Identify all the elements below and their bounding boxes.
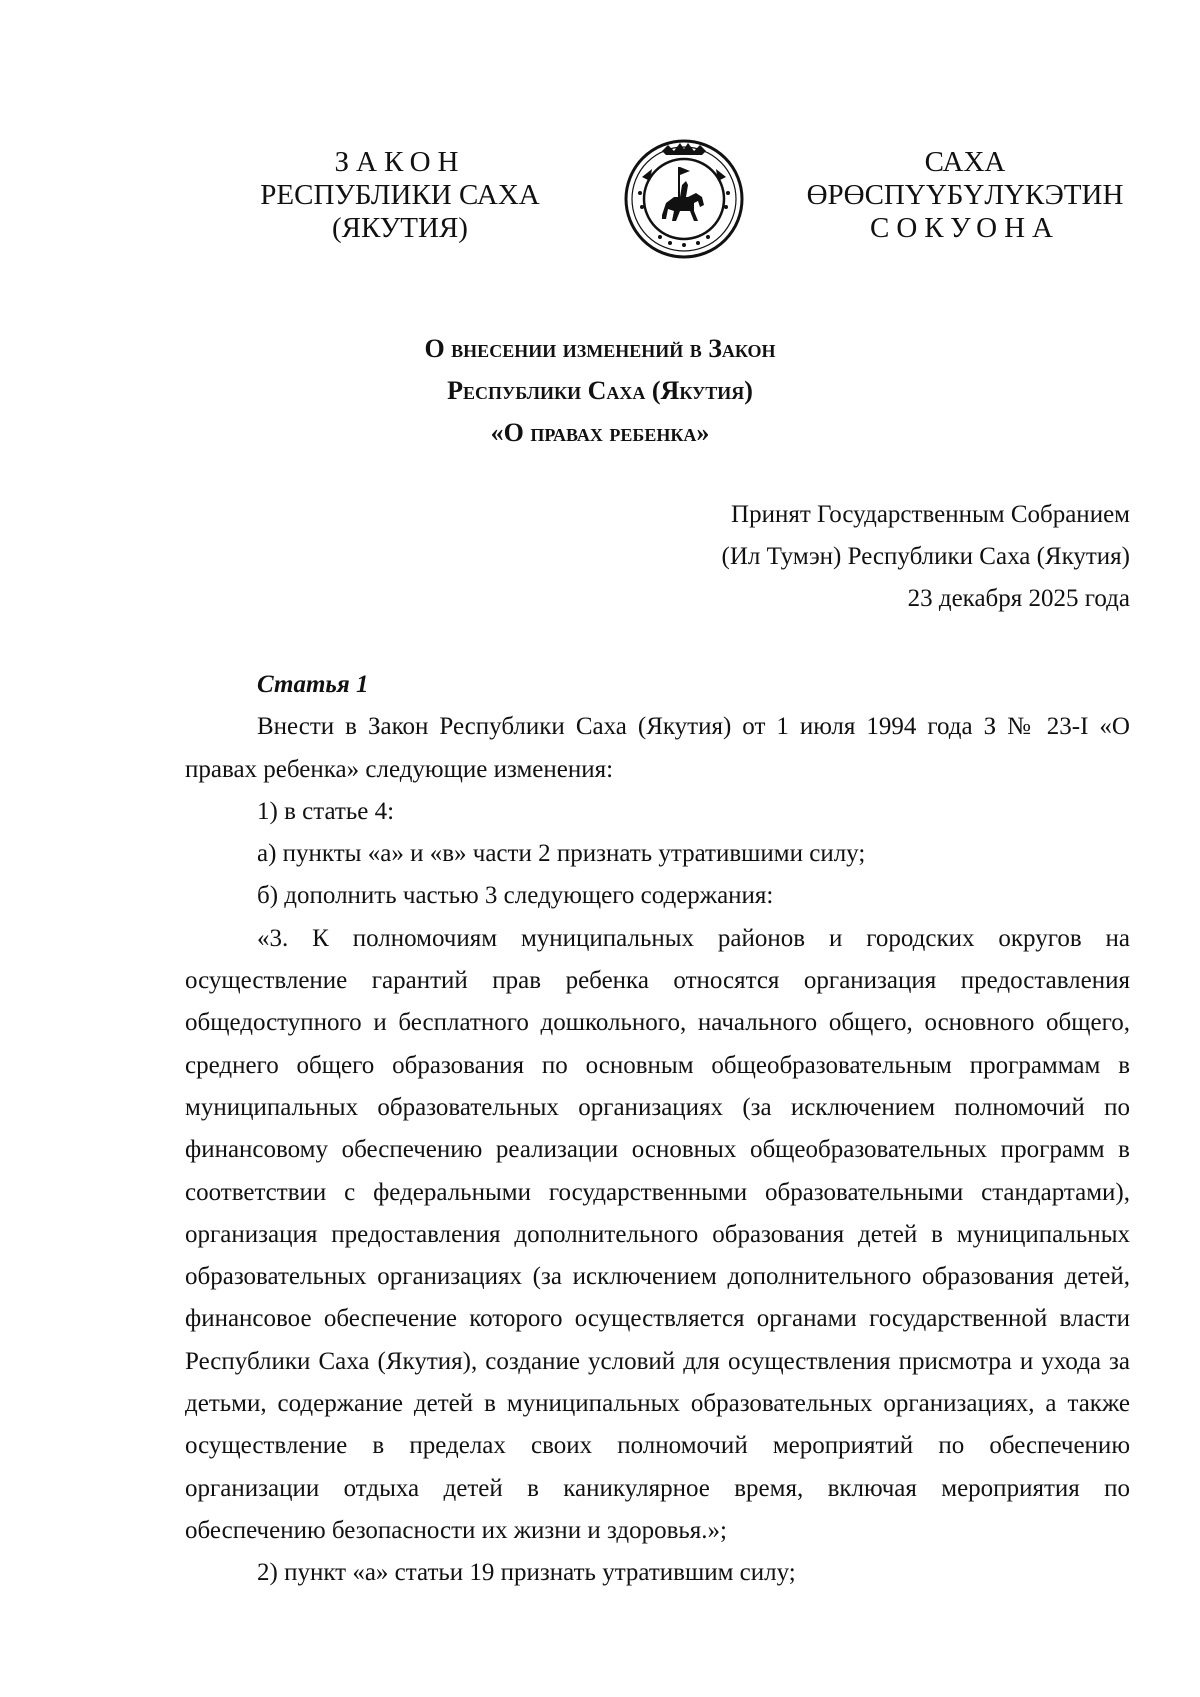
document-body [185,664,1130,1595]
title-line-2: Республики Саха (Якутия) [447,376,753,405]
adoption-date: 23 декабря 2025 года [907,585,1130,612]
adoption-line-2: (Ил Тумэн) Республики Саха (Якутия) [721,543,1130,570]
coat-of-arms-sakha-icon [622,137,746,261]
adoption-block [722,494,1130,620]
republic-name-sakha: САХА ӨРӨСПҮҮБҮЛҮКЭТИН [806,146,1124,211]
title-line-3: «О правах ребенка» [490,418,710,447]
law-label-sakha: СОКУОНА [870,212,1060,244]
article-intro: Внести в Закон Республики Саха (Якутия) от 1 июля 1994 года З № 23-I «О правах ребенка» следующие изменения: [185,713,1130,783]
header-right [780,146,1150,245]
law-label-ru: ЗАКОН [334,146,466,178]
adoption-line-1: Принят Государственным Собранием [731,501,1130,528]
amendment-quote: «3. К полномочиям муниципальных районов и городских округов на осуществление гарантий прав ребенка относятся организация предоставления общедоступного и бесплатного дошкольного, начального общего, основного общего, среднего общего образования по основным общеобразовательным программам в муниципальных образовательных организациях (за исключением полномочий по финансовому обеспечению реализации основных общеобразовательных программ в соответствии с федеральными государственными образовательными стандартами), организация предоставления дополнительного образования детей в муниципальных образовательных организациях (за исключением дополнительного образования детей, финансовое обеспечение которого осуществляется органами государственной власти Республики Саха (Якутия), создание условий для осуществления присмотра и ухода за детьми, содержание детей в муниципальных образовательных организациях, а также осуществление в пределах своих полномочий мероприятий по обеспечению организации отдыха детей в каникулярное время, включая мероприятия по обеспечению безопасности их жизни и здоровья.»; [185,924,1130,1544]
document-title [300,328,900,454]
title-line-1: О внесении изменений в Закон [424,334,776,363]
amendment-item-1a: а) пункты «а» и «в» части 2 признать утратившими силу; [257,840,866,868]
amendment-item-1b: б) дополнить частью 3 следующего содержания: [257,882,774,910]
amendment-item-2: 2) пункт «а» статьи 19 признать утратившим силу; [257,1559,796,1587]
republic-name-ru: РЕСПУБЛИКИ САХА (ЯКУТИЯ) [260,179,540,244]
amendment-item-1: 1) в статье 4: [257,797,395,825]
header-left [200,146,600,245]
article-heading: Статья 1 [257,671,369,698]
